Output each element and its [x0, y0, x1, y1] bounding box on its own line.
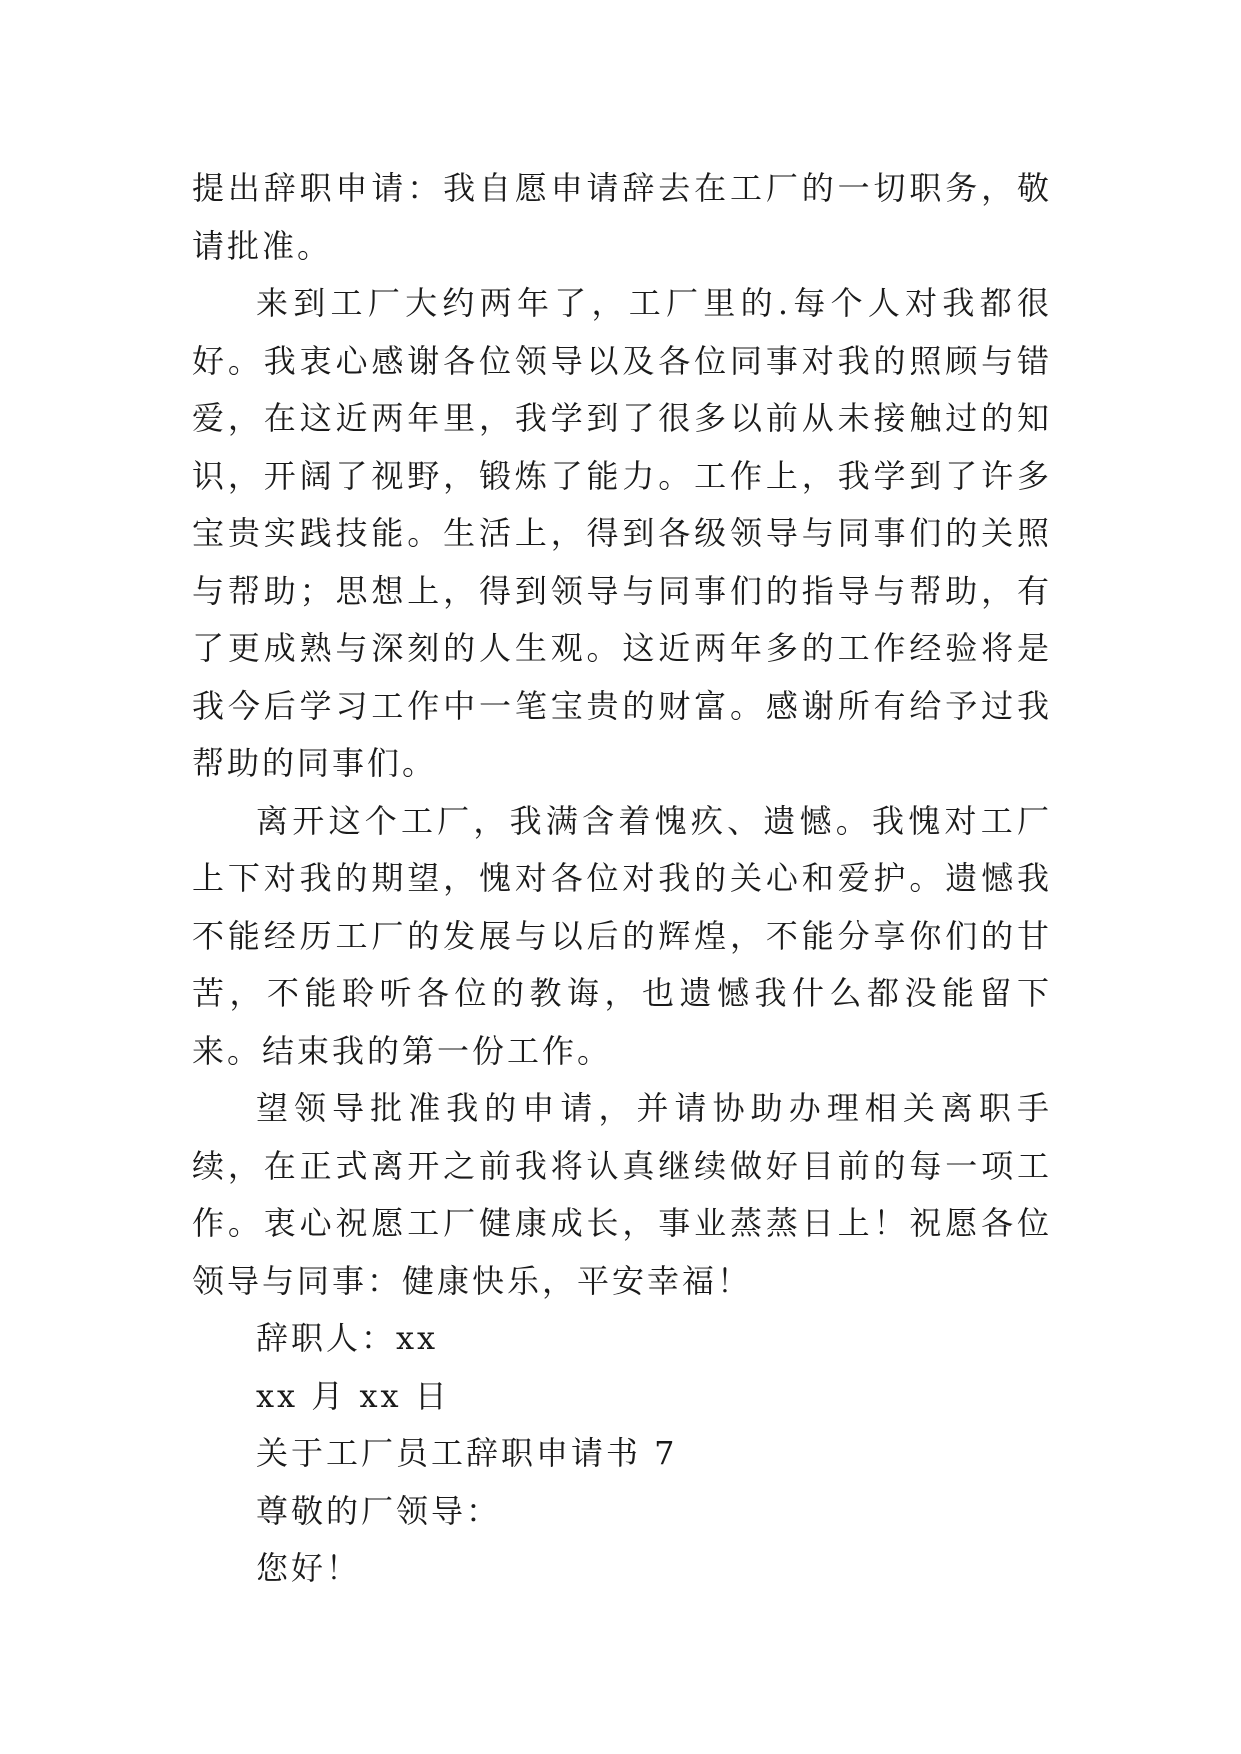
document-body — [192, 160, 1052, 1598]
salutation-line: 尊敬的厂领导： — [256, 1491, 502, 1530]
paragraph-regret: 离开这个工厂，我满含着愧疚、遗憾。我愧对工厂上下对我的期望，愧对各位对我的关心和爱护。遗憾我不能经历工厂的发展与以后的辉煌，不能分享你们的甘苦，不能聆听各位的教诲，也遗憾我什么都没能留下来。结束我的第一份工作。 — [192, 801, 1052, 1070]
paragraph-request: 望领导批准我的申请，并请协助办理相关离职手续，在正式离开之前我将认真继续做好目前的每一项工作。衷心祝愿工厂健康成长，事业蒸蒸日上！祝愿各位领导与同事：健康快乐，平安幸福！ — [192, 1089, 1052, 1300]
paragraph-continuation: 提出辞职申请：我自愿申请辞去在工厂的一切职务，敬请批准。 — [192, 169, 1052, 265]
signature-line: 辞职人：xx — [256, 1319, 439, 1357]
paragraph-gratitude: 来到工厂大约两年了，工厂里的.每个人对我都很好。我衷心感谢各位领导以及各位同事对我的照顾与错爱，在这近两年里，我学到了很多以前从未接触过的知识，开阔了视野，锻炼了能力。工作上，我学到了许多宝贵实践技能。生活上，得到各级领导与同事们的关照与帮助；思想上，得到领导与同事们的指导与帮助，有了更成熟与深刻的人生观。这近两年多的工作经验将是我今后学习工作中一笔宝贵的财富。感谢所有给予过我帮助的同事们。 — [192, 284, 1052, 782]
next-letter-title: 关于工厂员工辞职申请书 7 — [256, 1434, 678, 1472]
greeting-line: 您好！ — [256, 1549, 362, 1587]
date-line: xx 月 xx 日 — [256, 1376, 450, 1415]
